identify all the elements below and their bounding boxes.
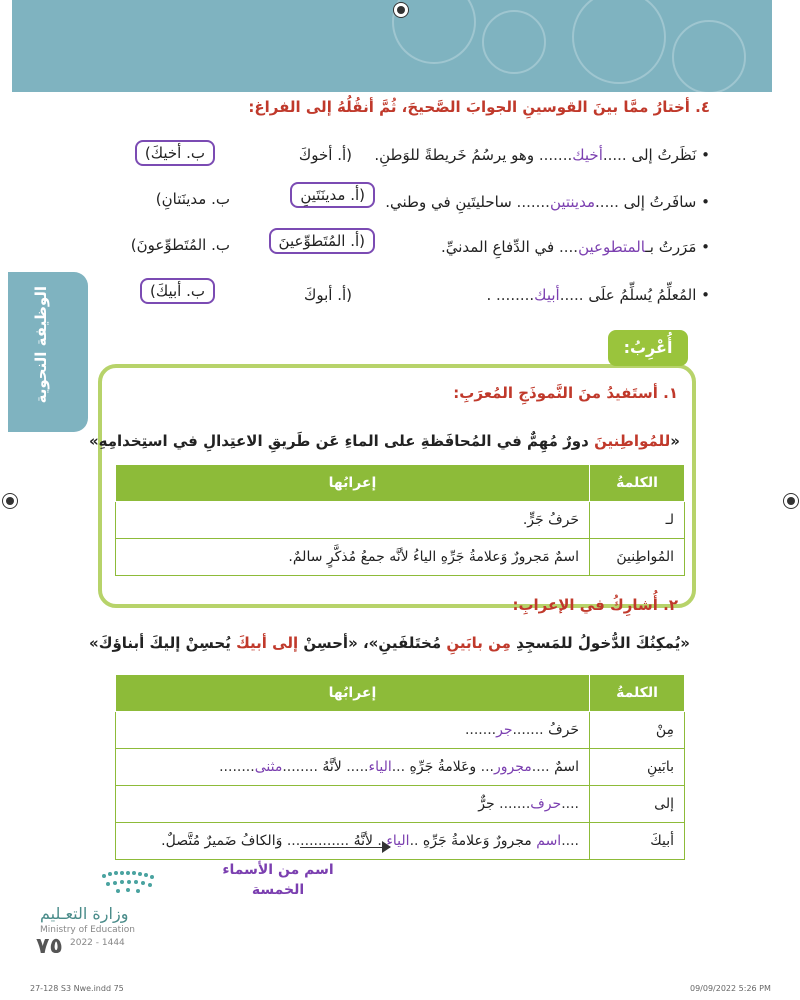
- question-4-title: ٤. أختارُ ممَّا بينَ القوسينِ الجوابَ الصَّحيحَ، ثُمَّ أنقُلُهُ إلى الفراغ:: [248, 98, 710, 116]
- edition-year: 2022 - 1444: [70, 938, 125, 948]
- q4-row-2-option-a: (أ. مدينَتَينِ: [290, 182, 375, 208]
- section-title: الوظيفة النحوية: [32, 286, 50, 404]
- q4-row-4-option-b: ب. أبيكَ): [140, 278, 215, 304]
- item-2-table: [115, 674, 685, 860]
- table-row: إلى ....حرف....... جرٌّ: [116, 786, 685, 823]
- registration-mark-icon: [2, 493, 18, 509]
- q4-row-4: • المُعلِّمُ يُسلِّمُ علَى .....أبيك........ .: [486, 286, 710, 304]
- page-number: ٧٥: [36, 934, 63, 959]
- print-timestamp: 09/09/2022 5:26 PM: [690, 984, 771, 993]
- item-1-title: ١. أستَفيدُ منَ النَّموذَجِ المُعرَبِ:: [453, 384, 678, 402]
- file-info: 27-128 S3 Nwe.indd 75: [30, 984, 124, 993]
- section-side-tab: [8, 272, 88, 432]
- table-row: لـ حَرفُ جَرٍّ.: [116, 502, 685, 539]
- arrowhead-icon: [382, 841, 391, 853]
- arrow-icon: [300, 847, 390, 848]
- registration-mark-icon: [783, 493, 799, 509]
- q4-row-1-option-a: (أ. أخوكَ: [298, 146, 352, 164]
- item-1-table: [115, 464, 685, 576]
- q4-row-1: • نَظَرتُ إلى .....أخيك....... وهو يرسُمُ خَريطةً للوَطنِ.: [374, 146, 710, 164]
- q4-row-4-option-a: (أ. أبوكَ: [303, 286, 352, 304]
- header-word: الكلمةُ: [590, 675, 685, 712]
- table-row: بابَينِ اسمٌ ....مجرور... وعَلامةُ جَرِّهِ ...الياء..... لأنَّهُ ........مثنى........: [116, 749, 685, 786]
- ministry-name-en: Ministry of Education: [40, 925, 135, 935]
- answer-2: مدينتين: [549, 193, 596, 211]
- table-row: مِنْ حَرفُ .......جر.......: [116, 712, 685, 749]
- q4-row-2-option-b: ب. مدينَتانِ): [155, 190, 230, 208]
- item-1-sentence: «للمُواطِنينَ دورٌ مُهِمٌّ في المُحافَظةِ على الماءِ عَن طَريقِ الاعتِدالِ في استِخدامِهِ»: [88, 432, 680, 450]
- q4-row-2: • سافَرتُ إلى .....مدينتين....... ساحليتَينِ في وطني.: [385, 193, 710, 211]
- answer-1: أخيك: [572, 146, 603, 164]
- header-banner: [12, 0, 772, 92]
- header-word: الكلمةُ: [590, 465, 685, 502]
- ministry-logo-icon: [98, 868, 158, 898]
- erab-label: أُعْرِبُ:: [608, 330, 688, 366]
- answer-3: المتطوعين: [578, 238, 646, 256]
- header-parse: إعرابُها: [116, 675, 590, 712]
- answer-4: أبيك: [534, 286, 560, 304]
- note-five-nouns: اسم من الأسماء الخمسة: [222, 862, 334, 898]
- item-2-sentence: «يُمكِنُكَ الدُّخولُ للمَسجِدِ مِن بابَينِ مُختَلفَينِ»، «أحسِنْ إلى أبيكَ يُحسِنْ إليكَ أبناؤكَ»: [89, 634, 690, 652]
- table-row: المُواطِنينَ اسمٌ مَجرورٌ وَعلامةُ جَرِّهِ الياءُ لأنَّه جمعُ مُذكَّرٍ سالمٌ.: [116, 539, 685, 576]
- ministry-name-ar: وزارة التعـليم: [40, 904, 129, 923]
- q4-row-3: • مَرَرتُ بـالمتطوعين.... في الدِّفاعِ المدنيِّ.: [440, 238, 710, 256]
- q4-row-1-option-b: ب. أخيكَ): [135, 140, 215, 166]
- header-parse: إعرابُها: [116, 465, 590, 502]
- table-row: أبيكَ ....اسم مجرورٌ وَعلامةُ جَرِّهِ ..الياء.. لأنَّهُ .............. وَالكافُ ضَميرٌ مُتَّصلٌ.: [116, 823, 685, 860]
- registration-mark-icon: [393, 2, 409, 18]
- q4-row-3-option-b: ب. المُتَطوِّعونَ): [130, 236, 230, 254]
- q4-row-3-option-a: (أ. المُتَطوِّعينَ: [269, 228, 375, 254]
- item-2-title: ٢. أُشارِكُ في الإعرابِ:: [512, 596, 678, 614]
